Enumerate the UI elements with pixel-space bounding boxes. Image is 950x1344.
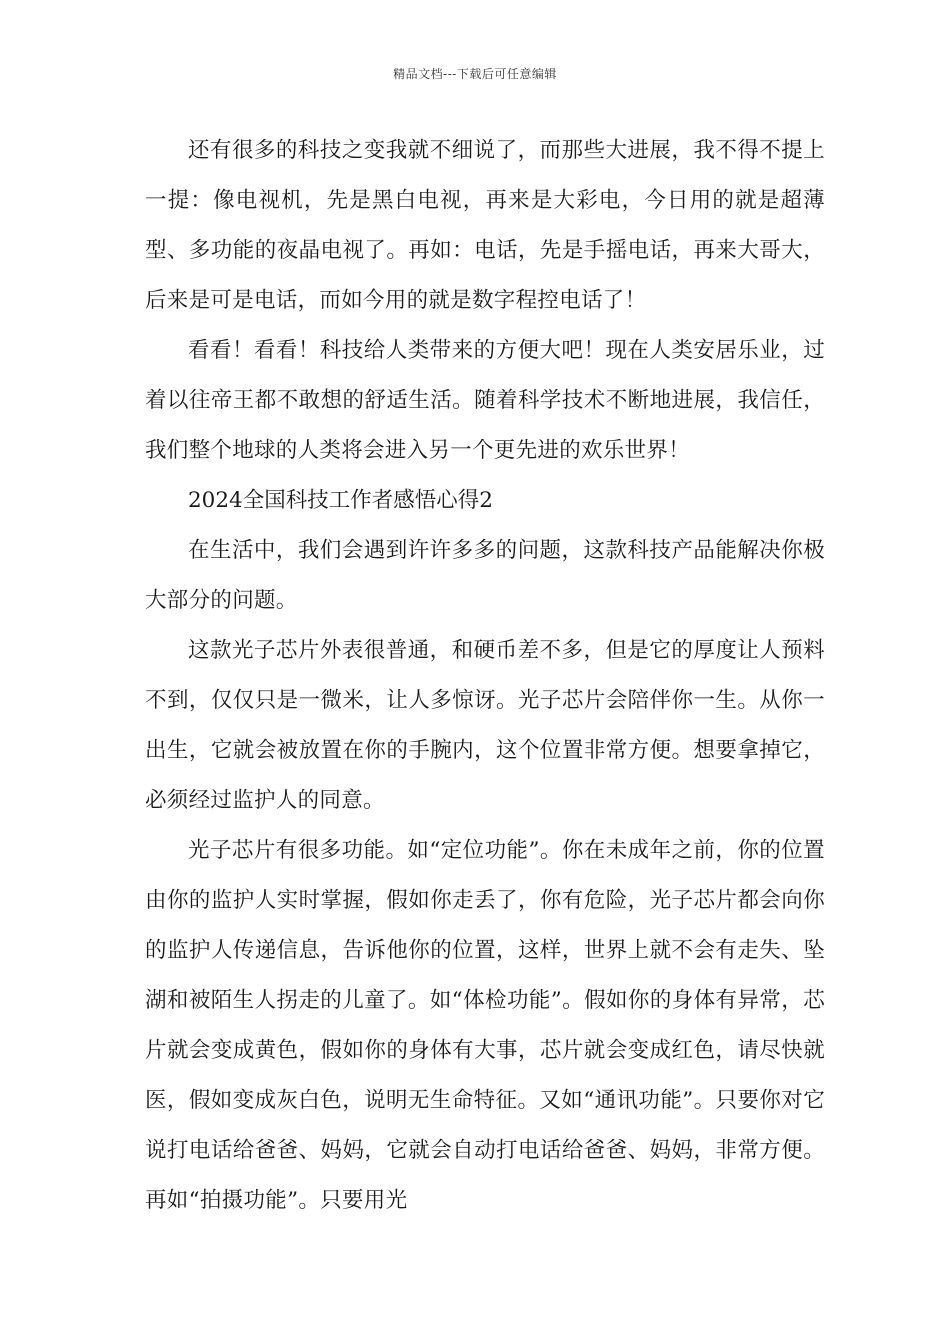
paragraph-chip-functions: 光子芯片有很多功能。如“定位功能”。你在未成年之前，你的位置由你的监护人实时掌握，假如你走丢了，你有危险，光子芯片都会向你的监护人传递信息，告诉他你的位置，这样，世界上就不会有走失、坠湖和被陌生人拐走的儿童了。如“体检功能”。假如你的身体有异常，芯片就会变成黄色，假如你的身体有大事，芯片就会变成红色，请尽快就医，假如变成灰白色，说明无生命特征。又如“通讯功能”。只要你对它说打电话给爸爸、妈妈，它就会自动打电话给爸爸、妈妈，非常方便。再如“拍摄功能”。只要用光 [145,838,825,1213]
paragraph-intro-product: 在生活中，我们会遇到许许多多的问题，这款科技产品能解决你极大部分的问题。 [145,538,825,613]
paragraph-tech-changes: 还有很多的科技之变我就不细说了，而那些大进展，我不得不提上一提：像电视机，先是黑白电视，再来是大彩电，今日用的就是超薄型、多功能的夜晶电视了。再如：电话，先是手摇电话，再来大哥大，后来是可是电话，而如今用的就是数字程控电话了！ [145,138,825,313]
document-body [145,126,825,1226]
section-heading: 2024全国科技工作者感悟心得2 [188,488,493,513]
page-header: 精品文档---下载后可任意编辑 [393,67,557,81]
paragraph-convenience: 看看！看看！科技给人类带来的方便大吧！现在人类安居乐业，过着以往帝王都不敢想的舒适生活。随着科学技术不断地进展，我信任，我们整个地球的人类将会进入另一个更先进的欢乐世界！ [145,338,825,463]
paragraph-photon-chip: 这款光子芯片外表很普通，和硬币差不多，但是它的厚度让人预料不到，仅仅只是一微米，让人多惊讶。光子芯片会陪伴你一生。从你一出生，它就会被放置在你的手腕内，这个位置非常方便。想要拿掉它，必须经过监护人的同意。 [145,638,825,813]
